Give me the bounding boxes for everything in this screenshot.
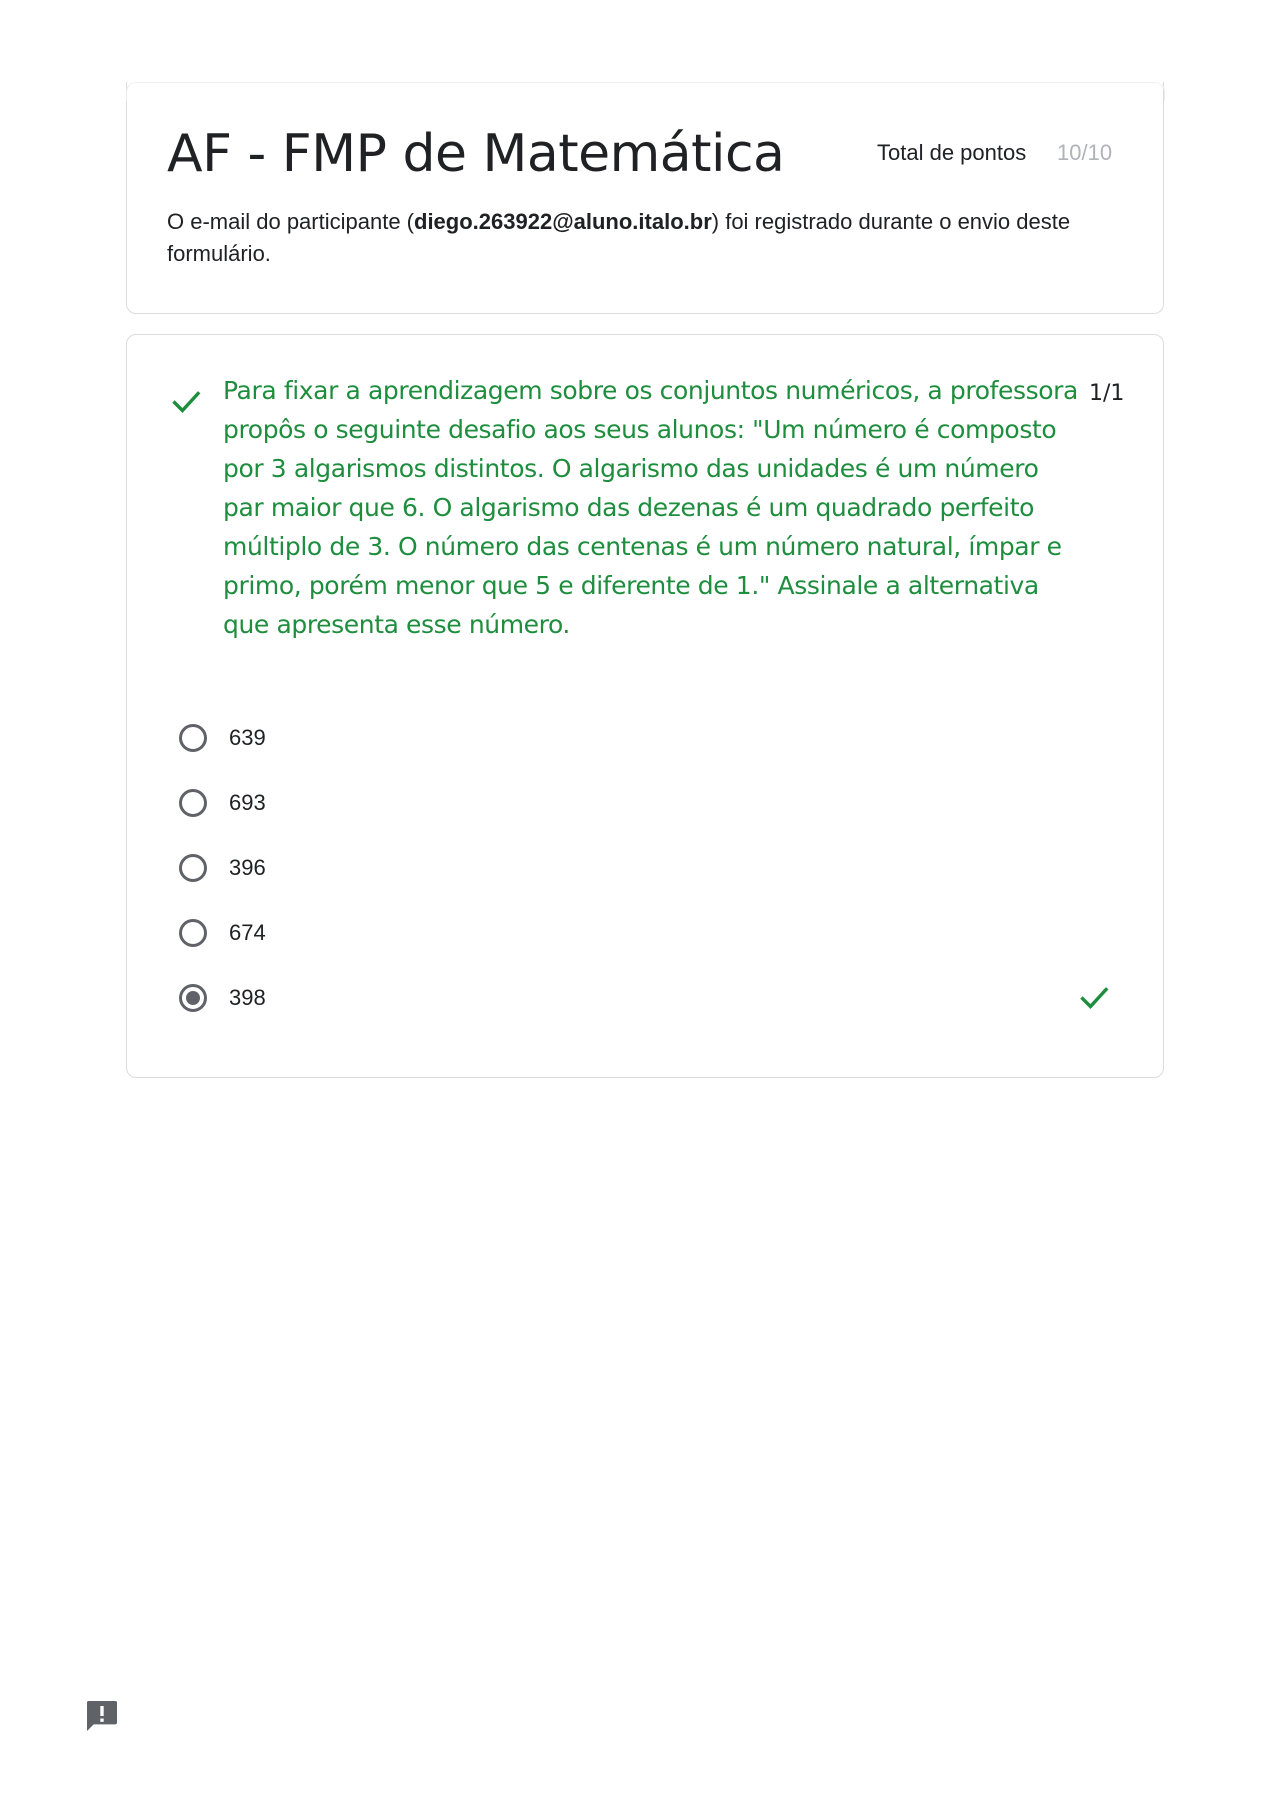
radio-button[interactable]: [179, 724, 207, 752]
option-398[interactable]: [179, 965, 1129, 1030]
email-note-prefix: O e-mail do participante (: [167, 209, 414, 234]
email-note-suffix: ) foi registrado durante o envio deste formulário.: [167, 209, 1071, 266]
option-693[interactable]: [179, 770, 1129, 835]
question-text: Para fixar a aprendizagem sobre os conjuntos numéricos, a professora propôs o seguinte desafio aos seus alunos: "Um número é composto por 3 algarismos distintos. O algarismo das unidades é um número par maior que 6. O algarismo das dezenas é um quadrado perfeito múltiplo de 3. O número das centenas é um número natural, ímpar e primo, porém menor que 5 e diferente de 1." Assinale a alternativa que apresenta esse número.: [223, 376, 1078, 639]
option-label: 398: [229, 984, 266, 1010]
form-title: AF - FMP de Matemática: [167, 124, 785, 184]
respondent-email-note: [167, 206, 1137, 270]
respondent-email: diego.263922@aluno.italo.br: [414, 209, 712, 234]
report-feedback-icon[interactable]: [82, 1696, 122, 1736]
card-top-edge: [126, 82, 1165, 101]
question-card: [126, 334, 1164, 1078]
question-points: 1/1: [1089, 381, 1125, 406]
radio-button[interactable]: [179, 789, 207, 817]
answer-options: [179, 705, 1129, 1030]
option-label: 674: [229, 919, 266, 945]
option-label: 396: [229, 854, 266, 880]
check-icon: [1077, 981, 1111, 1015]
option-396[interactable]: [179, 835, 1129, 900]
option-674[interactable]: [179, 900, 1129, 965]
option-label: 693: [229, 789, 266, 815]
total-points-value: 10/10: [1057, 140, 1113, 165]
radio-button-selected[interactable]: [179, 984, 207, 1012]
option-639[interactable]: [179, 705, 1129, 770]
radio-button[interactable]: [179, 854, 207, 882]
option-label: 639: [229, 724, 266, 750]
total-points-label: Total de pontos: [877, 140, 1027, 165]
check-icon: [169, 385, 203, 419]
form-header-card: [126, 82, 1164, 314]
radio-button[interactable]: [179, 919, 207, 947]
